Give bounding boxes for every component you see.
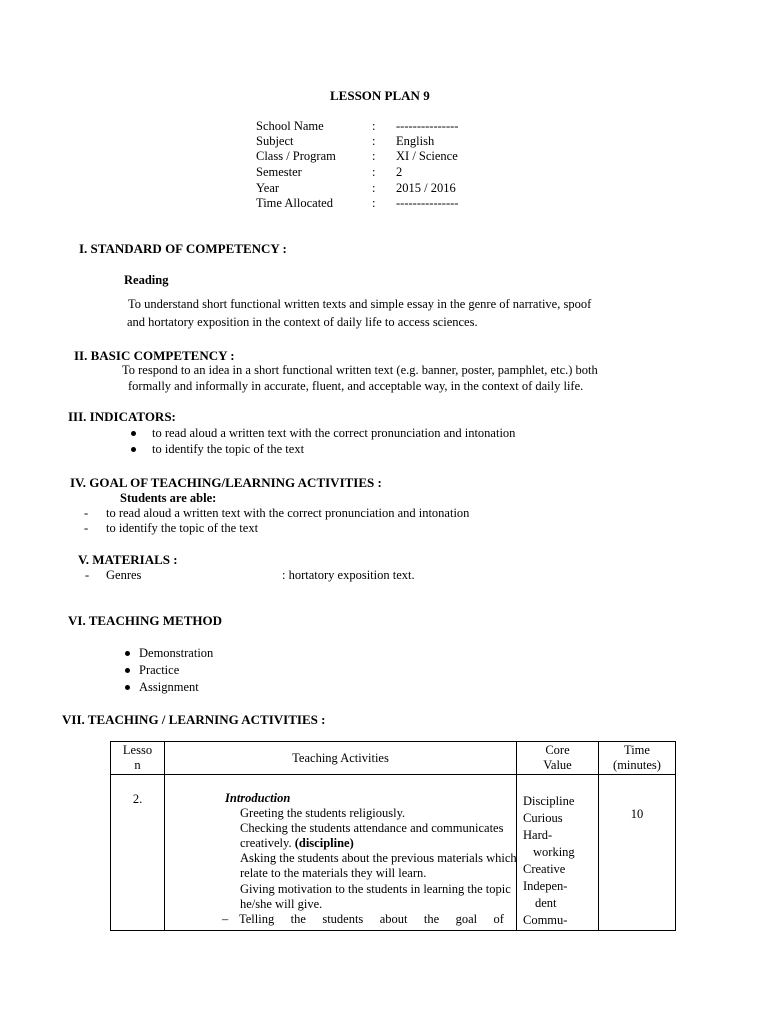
info-sep: :	[372, 119, 376, 133]
activity-line: Giving motivation to the students in learning the topic	[240, 882, 511, 896]
section-3-heading: III. INDICATORS:	[68, 409, 176, 424]
info-sep: :	[372, 134, 376, 148]
activities-table	[110, 741, 676, 931]
lesson-number-cell	[111, 775, 165, 931]
core-value-cell	[517, 775, 599, 931]
header-time	[599, 742, 676, 775]
indicator-item: to identify the topic of the text	[152, 442, 305, 456]
section-6-heading: VI. TEACHING METHOD	[68, 613, 222, 628]
section-1-heading: I. STANDARD OF COMPETENCY :	[79, 241, 287, 256]
activity-word: Telling	[239, 912, 275, 926]
activity-word: students	[322, 912, 364, 926]
info-value: 2	[396, 165, 403, 179]
activity-word: of	[493, 912, 504, 926]
header-core-value	[517, 742, 599, 775]
header-lesson	[111, 742, 165, 775]
goal-item: to identify the topic of the text	[106, 521, 259, 535]
section-2-text-line-2: formally and informally in accurate, fluent, and acceptable way, in the context of daily life.	[128, 379, 584, 393]
core-value-item: working	[533, 845, 575, 859]
indicator-item: to read aloud a written text with the correct pronunciation and intonation	[152, 426, 516, 440]
activity-word: the	[423, 912, 440, 926]
header-lesson-line-1: Lesso	[122, 743, 153, 757]
info-sep: :	[372, 165, 376, 179]
info-label: Year	[256, 181, 280, 195]
table-header-row	[111, 742, 676, 775]
header-lesson-line-2: n	[134, 758, 141, 772]
core-value-item: Hard-	[523, 828, 553, 842]
activity-line: Asking the students about the previous materials which	[240, 851, 517, 865]
core-value-tag: (discipline)	[294, 836, 354, 850]
materials-value: : hortatory exposition text.	[282, 568, 415, 582]
info-label: Semester	[256, 165, 302, 179]
activity-line: he/she will give.	[240, 897, 323, 911]
core-value-item: Indepen-	[523, 879, 568, 893]
activity-word: the	[290, 912, 306, 926]
bullet-icon	[125, 685, 130, 690]
info-label: School Name	[256, 119, 324, 133]
activity-line: Checking the students attendance and communicates	[240, 821, 504, 835]
time-value: 10	[630, 807, 644, 821]
info-sep: :	[372, 181, 376, 195]
dash-marker: -	[84, 521, 89, 535]
info-value: ---------------	[396, 196, 459, 210]
activity-text: creatively.	[240, 836, 295, 850]
method-item: Demonstration	[139, 646, 214, 660]
header-activities: Teaching Activities	[165, 742, 517, 775]
info-value: ---------------	[396, 119, 459, 133]
section-2-text-line-1: To respond to an idea in a short functional written text (e.g. banner, poster, pamphlet, etc.) both	[122, 363, 598, 377]
info-label: Class / Program	[256, 149, 336, 163]
materials-label: Genres	[106, 568, 142, 582]
goal-item: to read aloud a written text with the correct pronunciation and intonation	[106, 506, 470, 520]
dash-marker: -	[85, 568, 90, 582]
activities-content	[165, 775, 516, 930]
bullet-icon	[131, 431, 136, 436]
section-4-heading: IV. GOAL OF TEACHING/LEARNING ACTIVITIES :	[70, 475, 382, 490]
section-7-heading: VII. TEACHING / LEARNING ACTIVITIES :	[62, 712, 326, 727]
lesson-number: 2.	[132, 792, 143, 806]
info-label: Time Allocated	[256, 196, 333, 210]
info-value: XI / Science	[396, 149, 458, 163]
method-item: Assignment	[139, 680, 199, 694]
section-1-subheading: Reading	[124, 273, 169, 287]
core-value-item: Discipline	[523, 794, 575, 808]
core-value-item: Creative	[523, 862, 566, 876]
header-time-line-2: (minutes)	[613, 758, 661, 772]
core-value-list	[517, 775, 598, 929]
header-core-line-2: Value	[543, 758, 572, 772]
bullet-icon	[131, 447, 136, 452]
dash-marker: -	[84, 506, 89, 520]
section-2-heading: II. BASIC COMPETENCY :	[74, 348, 235, 363]
method-item: Practice	[139, 663, 180, 677]
section-1-text-line-2: and hortatory exposition in the context of daily life to access sciences.	[127, 315, 478, 329]
table-row	[111, 775, 676, 931]
info-sep: :	[372, 149, 376, 163]
core-value-item: Commu-	[523, 913, 568, 927]
page-title: LESSON PLAN 9	[330, 88, 430, 103]
core-value-item: dent	[535, 896, 557, 910]
header-time-line-1: Time	[624, 743, 650, 757]
core-value-item: Curious	[523, 811, 563, 825]
section-5-heading: V. MATERIALS :	[78, 552, 178, 567]
activity-word: about	[379, 912, 408, 926]
bullet-icon	[125, 668, 130, 673]
section-1-text-line-1: To understand short functional written texts and simple essay in the genre of narrative, spoof	[128, 297, 592, 311]
section-4-subheading: Students are able:	[120, 491, 217, 505]
time-cell	[599, 775, 676, 931]
activity-line: Greeting the students religiously.	[240, 806, 406, 820]
header-core-line-1: Core	[545, 743, 570, 757]
info-label: Subject	[256, 134, 294, 148]
activity-line	[240, 836, 354, 851]
introduction-heading: Introduction	[225, 791, 291, 805]
bullet-icon	[125, 651, 130, 656]
activities-cell	[165, 775, 517, 931]
activity-line: relate to the materials they will learn.	[240, 866, 427, 880]
activity-word: goal	[455, 912, 478, 926]
info-value: English	[396, 134, 435, 148]
info-value: 2015 / 2016	[396, 181, 456, 195]
info-sep: :	[372, 196, 376, 210]
dash-marker: –	[222, 912, 229, 926]
activity-line-justified	[239, 912, 504, 927]
